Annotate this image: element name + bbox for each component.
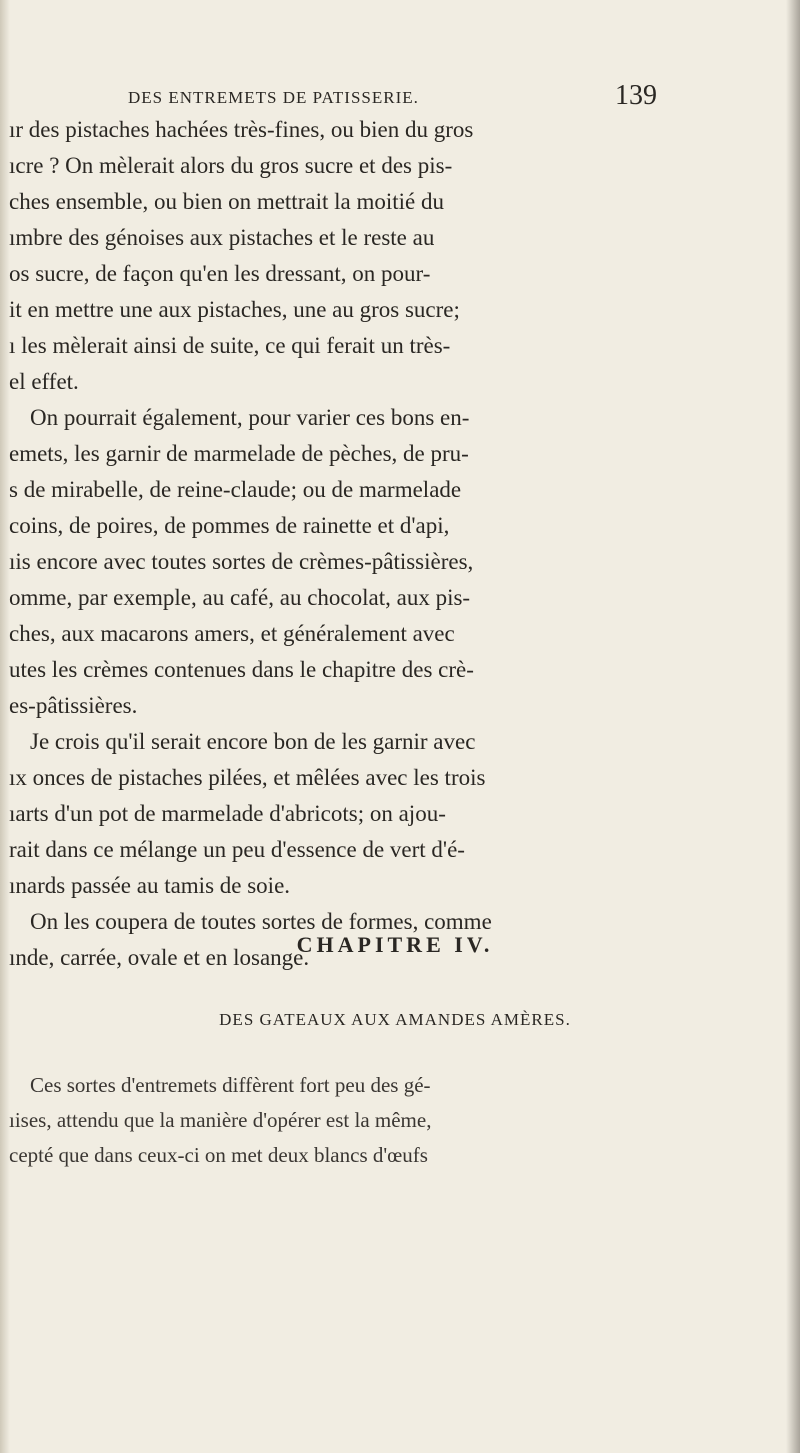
chapter-title: CHAPITRE IV. (296, 932, 494, 957)
text-line: ıcre ? On mèlerait alors du gros sucre et des pis- (9, 153, 453, 178)
text-line: On pourrait également, pour varier ces bons en- (30, 405, 470, 430)
text-line: On les coupera de toutes sortes de formes, comme (30, 909, 492, 934)
text-line: emets, les garnir de marmelade de pèches, de pru- (9, 441, 469, 466)
text-line: it en mettre une aux pistaches, une au gros sucre; (9, 297, 460, 322)
text-line: cepté que dans ceux-ci on met deux blancs d'œufs (9, 1143, 428, 1167)
body-text (0, 112, 790, 976)
chapter-body-text (0, 1068, 790, 1173)
text-line: ches ensemble, ou bien on mettrait la moitié du (9, 189, 444, 214)
text-line: ımbre des génoises aux pistaches et le reste au (9, 225, 435, 250)
text-line: Ces sortes d'entremets diffèrent fort peu des gé- (30, 1073, 431, 1097)
text-line: ı les mèlerait ainsi de suite, ce qui ferait un très- (9, 333, 451, 358)
text-line: coins, de poires, de pommes de rainette et d'api, (9, 513, 450, 538)
text-line: Je crois qu'il serait encore bon de les garnir avec (30, 729, 476, 754)
page-number: 139 (615, 80, 657, 111)
chapter-subtitle: DES GATEAUX AUX AMANDES AMÈRES. (219, 1010, 571, 1029)
running-head: DES ENTREMETS DE PATISSERIE. (128, 88, 419, 107)
text-line: el effet. (9, 369, 79, 394)
text-line: ınards passée au tamis de soie. (9, 873, 291, 898)
text-line: ıarts d'un pot de marmelade d'abricots; on ajou- (9, 801, 446, 826)
text-line: ches, aux macarons amers, et généralement avec (9, 621, 455, 646)
text-line: ıx onces de pistaches pilées, et mêlées avec les trois (9, 765, 486, 790)
text-line: rait dans ce mélange un peu d'essence de vert d'é- (9, 837, 465, 862)
text-line: ıis encore avec toutes sortes de crèmes-pâtissières, (9, 549, 474, 574)
text-line: s de mirabelle, de reine-claude; ou de marmelade (9, 477, 462, 502)
text-line: utes les crèmes contenues dans le chapitre des crè- (9, 657, 474, 682)
text-line: ınde, carrée, ovale et en losange. (9, 945, 310, 970)
text-line: omme, par exemple, au café, au chocolat, aux pis- (9, 585, 471, 610)
text-line: os sucre, de façon qu'en les dressant, on pour- (9, 261, 431, 286)
text-line: es-pâtissières. (9, 693, 138, 718)
text-line: ıises, attendu que la manière d'opérer est la même, (9, 1108, 432, 1132)
text-line: ır des pistaches hachées très-fines, ou bien du gros (9, 117, 474, 142)
